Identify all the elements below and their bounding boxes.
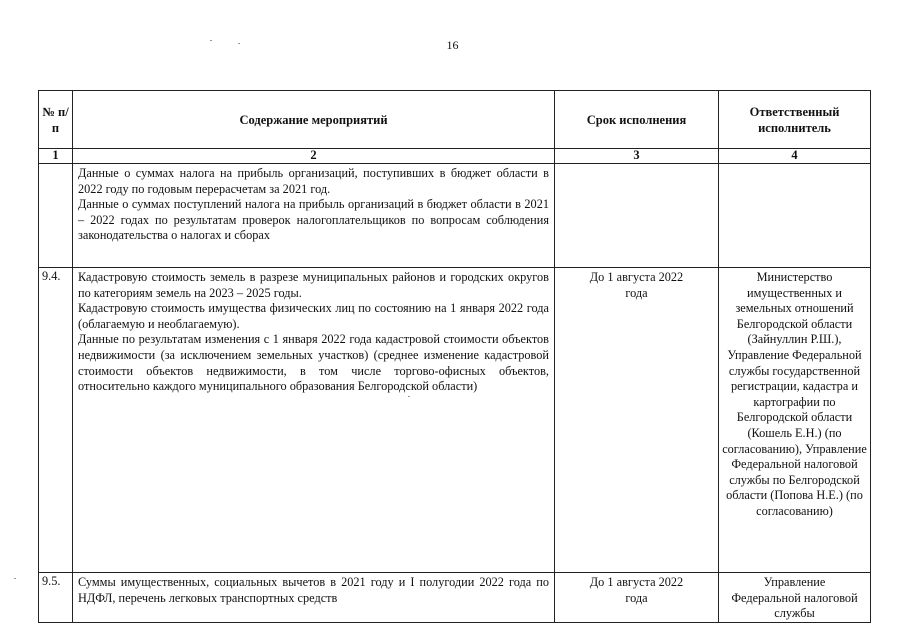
scan-speck: [238, 43, 240, 44]
scan-speck: [14, 578, 16, 579]
column-number: 1: [39, 149, 73, 164]
measures-table: [38, 90, 871, 623]
row-responsible: Министерство имущественных и земельных отношений Белгородской области (Зайнуллин Р.Ш.), Управление Федеральной службы государственной регистрации, кадастра и картографии по Белгородской области (Кошель Е.Н.) (по согласованию), Управление Федеральной налоговой службы по Белгородской области (Попова Н.Е.) (по согласованию): [719, 268, 871, 573]
content-paragraph: Данные о суммах поступлений налога на прибыль организаций в бюджет области в 2021 – 2022 годах по результатам проверок налогоплательщиков по вопросам соблюдения законодательства о налогах и сборах: [78, 197, 549, 243]
row-term: [555, 164, 719, 268]
row-content: [73, 573, 555, 623]
row-number: 9.5.: [39, 573, 73, 623]
header-content: Содержание мероприятий: [73, 91, 555, 149]
row-responsible: Управление Федеральной налоговой службы: [719, 573, 871, 623]
table-row: [39, 573, 871, 623]
scan-speck: [210, 40, 212, 41]
content-paragraph: Кадастровую стоимость земель в разрезе муниципальных районов и городских округов по категориям земель на 2023 – 2025 годы.: [78, 270, 549, 300]
scan-speck: [408, 396, 410, 397]
column-number: 2: [73, 149, 555, 164]
content-paragraph: Суммы имущественных, социальных вычетов в 2021 году и I полугодии 2022 года по НДФЛ, перечень легковых транспортных средств: [78, 575, 549, 605]
column-number: 3: [555, 149, 719, 164]
content-paragraph: Данные по результатам изменения с 1 января 2022 года кадастровой стоимости объектов недвижимости (за исключением земельных участков) (среднее изменение кадастровой стоимости объектов недвижимости, в том числе торгово-офисных объектов, относительно каждого муниципального образования Белгородской области): [78, 332, 549, 394]
row-content: [73, 164, 555, 268]
column-numbers-row: [39, 149, 871, 164]
content-paragraph: Кадастровую стоимость имущества физических лиц по состоянию на 1 января 2022 года (облагаемую и необлагаемую).: [78, 301, 549, 331]
header-num: № п/п: [39, 91, 73, 149]
row-responsible: [719, 164, 871, 268]
header-responsible: Ответственный исполнитель: [719, 91, 871, 149]
row-term: До 1 августа 2022 года: [555, 573, 719, 623]
row-content: [73, 268, 555, 573]
header-term: Срок исполнения: [555, 91, 719, 149]
page-number: 16: [446, 38, 459, 52]
content-paragraph: Данные о суммах налога на прибыль организаций, поступивших в бюджет области в 2022 году по годовым перерасчетам за 2021 год.: [78, 166, 549, 196]
table-row: [39, 268, 871, 573]
row-number: 9.4.: [39, 268, 73, 573]
table-row: [39, 164, 871, 268]
row-term: До 1 августа 2022 года: [555, 268, 719, 573]
row-number: [39, 164, 73, 268]
table-header-row: [39, 91, 871, 149]
column-number: 4: [719, 149, 871, 164]
